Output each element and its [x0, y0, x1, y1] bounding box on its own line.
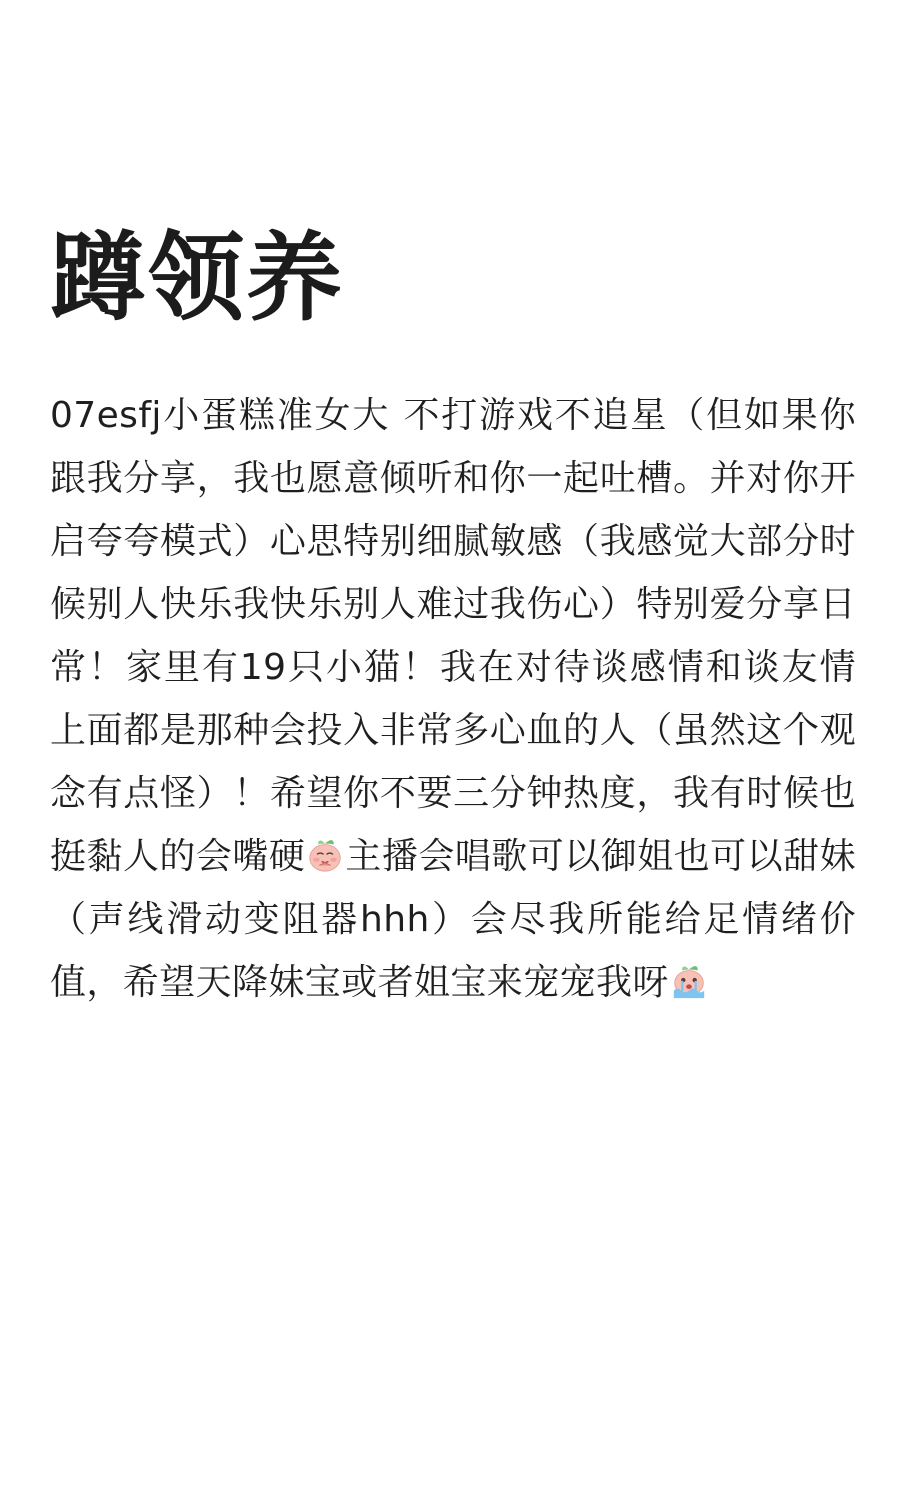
post-body-part-1: 07esfj小蛋糕准女大 不打游戏不追星（但如果你跟我分享，我也愿意倾听和你一起吐槽。并对你开启夸夸模式）心思特别细腻敏感（我感觉大部分时候别人快乐我快乐别人难过我伤心）特别爱分享日常！家里有19只小猫！我在对待谈感情和谈友情上面都是那种会投入非常多心血的人（虽然这个观念有点怪）！希望你不要三分钟热度，我有时候也挺黏人的会嘴硬	[50, 395, 856, 877]
post-title: 蹲领养	[50, 222, 344, 334]
post-body	[50, 384, 856, 1014]
post-body-part-2: 主播会唱歌可以御姐也可以甜妹（声线滑动变阻器hhh）会尽我所能给足情绪价值，希望天降妹宝或者姐宝来宠宠我呀	[50, 836, 856, 1003]
pleading-peach-emoji-icon	[306, 836, 344, 874]
crying-peach-emoji-icon	[670, 962, 708, 1000]
